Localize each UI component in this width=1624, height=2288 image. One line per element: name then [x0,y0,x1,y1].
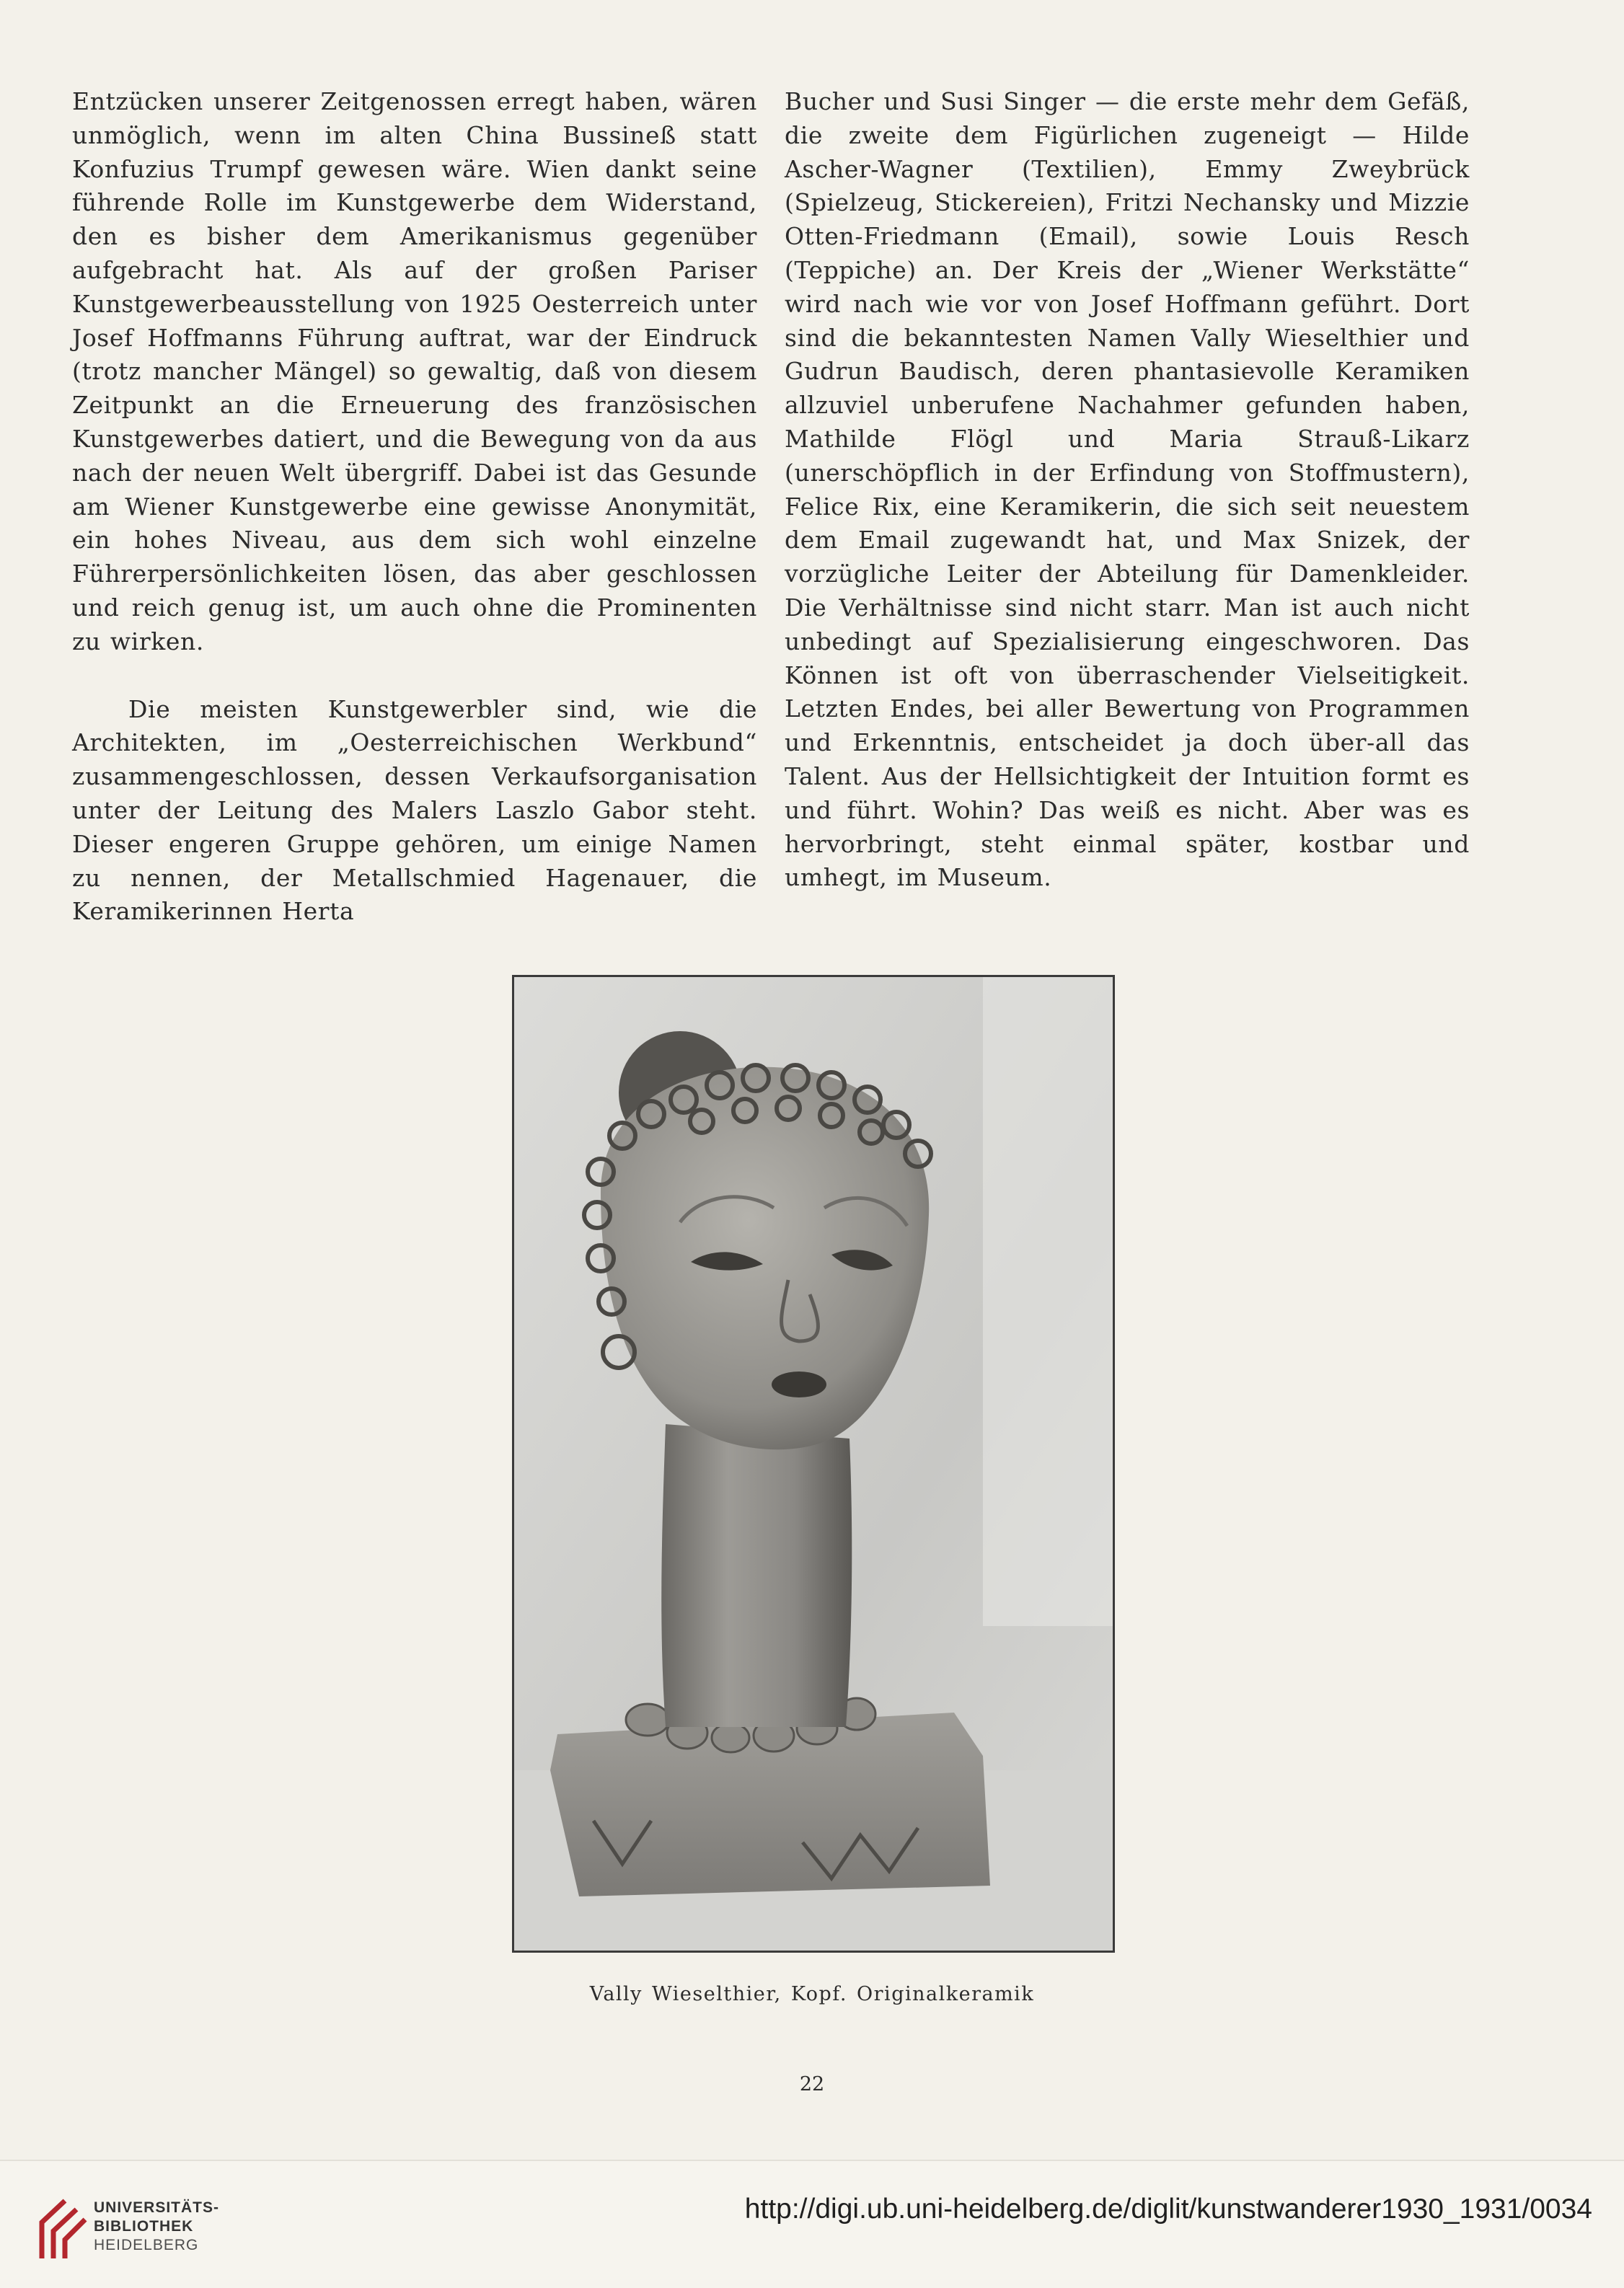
permalink-url[interactable]: http://digi.ub.uni-heidelberg.de/diglit/kunstwanderer1930_1931/0034 [744,2194,1592,2225]
library-name [94,2199,219,2255]
ceramic-head-photograph [512,975,1115,1953]
figure-caption: Vally Wieselthier, Kopf. Originalkeramik [589,1983,1035,2005]
library-name-line-2: BIBLIOTHEK [94,2218,194,2235]
digitization-footer [0,2160,1624,2288]
page-number: 22 [799,2073,825,2095]
sculpture-illustration [514,977,1113,1951]
left-paragraph-1: Entzücken unserer Zeitgenossen erregt haben, wären unmöglich, wenn im alten China Bussineß statt Konfuzius Trumpf gewesen wäre. Wien dankt seine führende Rolle im Kunstgewerbe dem Widerstand, den es bisher dem Amerikanismus gegenüber aufgebracht hat. Als auf der großen Pariser Kunstgewerbeausstellung von 1925 Oesterreich unter Josef Hoffmanns Führung auftrat, war der Eindruck (trotz mancher Mängel) so gewaltig, daß von diesem Zeitpunkt an die Erneuerung des französischen Kunstgewerbes datiert, und die Bewegung von da aus nach der neuen Welt übergriff. Dabei ist das Gesunde am Wiener Kunstgewerbe eine gewisse Anonymität, ein hohes Niveau, aus dem sich wohl einzelne Führerpersönlichkeiten lösen, das aber geschlossen und reich genug ist, um auch ohne die Prominenten zu wirken. [72,87,757,655]
right-paragraph-1: Bucher und Susi Singer — die erste mehr dem Gefäß, die zweite dem Figürlichen zugeneigt — Hilde Ascher-Wagner (Textilien), Emmy Zweybrück (Spielzeug, Stickereien), Fritzi Nechansky und Mizzie Otten-Friedmann (Email), sowie Louis Resch (Teppiche) an. Der Kreis der „Wiener Werkstätte“ wird nach wie vor von Josef Hoffmann geführt. Dort sind die bekanntesten Namen Vally Wieselthier und Gudrun Baudisch, deren phantasievolle Keramiken allzuviel unberufene Nachahmer gefunden haben, Mathilde Flögl und Maria Strauß-Likarz (unerschöpflich in der Erfindung von Stoffmustern), Felice Rix, eine Keramikerin, die sich seit neuestem dem Email zugewandt hat, und Max Snizek, der vorzügliche Leiter der Abteilung für Damenkleider. Die Verhältnisse sind nicht starr. Man ist auch nicht unbedingt auf Spezialisierung eingeschworen. Das Können ist oft von überraschender Vielseitigkeit. Letzten Endes, bei aller Bewertung von Programmen und Erkenntnis, entscheidet ja doch über-all das Talent. Aus der Hellsichtigkeit der Intuition formt es und führt. Wohin? Das weiß es nicht. Aber was es hervorbringt, steht einmal später, kostbar und umhegt, im Museum. [785,87,1470,892]
library-name-line-1: UNIVERSITÄTS- [94,2199,220,2216]
left-text-column [72,85,757,929]
right-text-column [785,85,1470,895]
library-name-line-3: HEIDELBERG [94,2237,199,2253]
library-logo-icon [36,2194,89,2263]
left-paragraph-2: Die meisten Kunstgewerbler sind, wie die Architekten, im „Oesterreichischen Werkbund“ zusammengeschlossen, dessen Verkaufsorganisation unter der Leitung des Malers Laszlo Gabor steht. Dieser engeren Gruppe gehören, um einige Namen zu nennen, der Metallschmied Hagenauer, die Keramikerinnen Herta [72,694,757,926]
